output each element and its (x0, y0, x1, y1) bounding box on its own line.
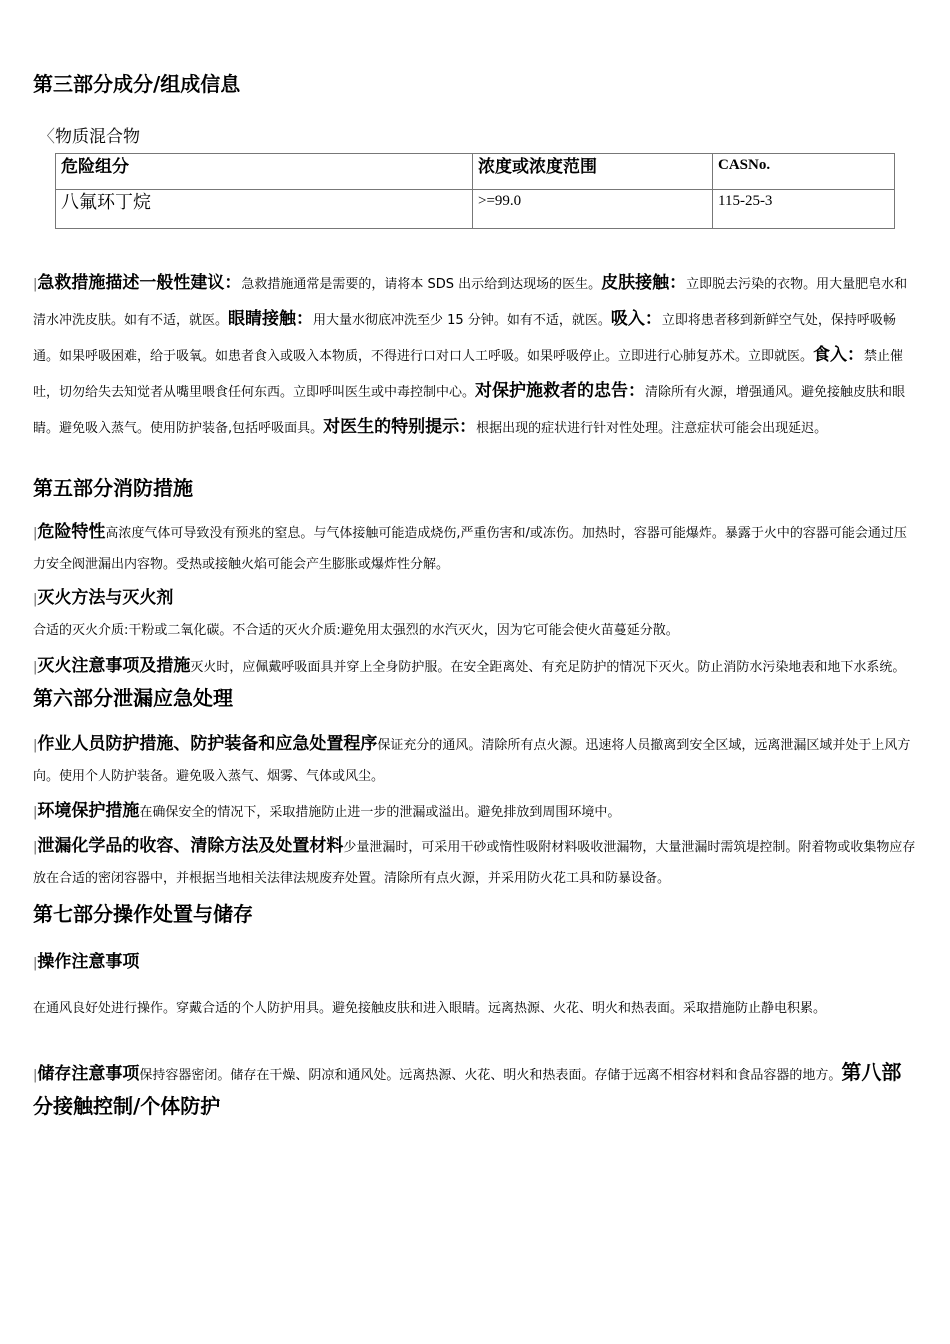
section8-title: 第八部分接触控制/个体防护 (33, 1060, 902, 1118)
inhalation-heading: 吸入： (610, 309, 662, 329)
cell-component: 八氟环丁烷 (56, 190, 473, 229)
section6-title: 第六部分泄漏应急处理 (33, 686, 233, 710)
ingestion-heading: 食入： (813, 345, 865, 365)
handling-heading-line: |操作注意事项 (33, 952, 140, 972)
ingestion-text: 禁止催吐，切勿给失去知觉者从嘴里喂食任何东西。立即呼叫医生或中毒控制中心。 (33, 349, 904, 400)
extinguish-heading-line: |灭火方法与灭火剂 (33, 588, 174, 608)
composition-table (55, 153, 895, 229)
cell-casno: 115-25-3 (713, 190, 895, 229)
physician-note-heading: 对医生的特别提示： (323, 417, 477, 437)
sub-marker: 〈 (38, 127, 55, 147)
extinguish-heading: 灭火方法与灭火剂 (37, 588, 174, 608)
table-header-row (56, 154, 895, 190)
firefighting-paragraph: |灭火注意事项及措施灭火时，应佩戴呼吸面具并穿上全身防护服。在安全距离处、有充足防护的情况下灭火。防止消防水污染地表和地下水系统。第六部分泄漏应急处理 (33, 656, 906, 710)
skin-contact-heading: 皮肤接触： (601, 273, 687, 293)
first-aid-general-text: 急救措施通常是需要的，请将本 SDS 出示给到达现场的医生。 (241, 277, 602, 292)
hazard-text: 高浓度气体可导致没有预兆的窒息。与气体接触可能造成烧伤,严重伤害和/或冻伤。加热时，容器可能爆炸。暴露于火中的容器可能会通过压力安全阀泄漏出内容物。受热或接触火焰可能会产生膨胀或爆炸性分解。 (33, 526, 907, 572)
environmental-text: 在确保安全的情况下，采取措施防止进一步的泄漏或溢出。避免排放到周围环境中。 (139, 805, 621, 820)
skin-contact-text: 立即脱去污染的衣物。用大量肥皂水和清水冲洗皮肤。如有不适，就医。 (33, 277, 908, 328)
environmental-heading: 环境保护措施 (37, 801, 140, 821)
section5-title: 第五部分消防措施 (33, 476, 193, 500)
handling-text: 在通风良好处进行操作。穿戴合适的个人防护用具。避免接触皮肤和进入眼睛。远离热源、火花、明火和热表面。采取措施防止静电积累。 (33, 1001, 827, 1016)
header-concentration: 浓度或浓度范围 (473, 154, 713, 190)
firefighting-heading: 灭火注意事项及措施 (37, 656, 191, 676)
header-casno: CASNo. (713, 154, 895, 190)
cleanup-text: 少量泄漏时，可采用干砂或惰性吸附材料吸收泄漏物，大量泄漏时需筑堤控制。附着物或收集物应存放在合适的密闭容器中，并根据当地相关法律法规废弃处置。清除所有点火源，并采用防火花工具和防暴设备。 (33, 840, 916, 886)
first-aid-paragraph: |急救措施描述一般性建议：急救措施通常是需要的，请将本 SDS 出示给到达现场的医生。皮肤接触：立即脱去污染的衣物。用大量肥皂水和清水冲洗皮肤。如有不适，就医。眼睛接触：用大量水彻底冲洗至少 15 分钟。如有不适，就医。吸入：立即将患者移到新鲜空气处，保持呼吸畅通。如果呼吸困难，给于吸氧。如患者食入或吸入本物质，不得进行口对口人工呼吸。如果呼吸停止。立即进行心肺复苏术。立即就医。食入：禁止催吐，切勿给失去知觉者从嘴里喂食任何东西。立即呼叫医生或中毒控制中心。对保护施救者的忠告：清除所有火源，增强通风。避免接触皮肤和眼睛。避免吸入蒸气。使用防护装备,包括呼吸面具。对医生的特别提示：根据出现的症状进行针对性处理。注意症状可能会出现延迟。 (33, 273, 908, 437)
personal-precautions-text: 保证充分的通风。清除所有点火源。迅速将人员撤离到安全区域，远离泄漏区域并处于上风方向。使用个人防护装备。避免吸入蒸气、烟雾、气体或风尘。 (33, 738, 911, 784)
substance-type (38, 126, 140, 148)
personal-precautions-paragraph: |作业人员防护措施、防护装备和应急处置程序保证充分的通风。清除所有点火源。迅速将人员撤离到安全区域，远离泄漏区域并处于上风方向。使用个人防护装备。避免吸入蒸气、烟雾、气体或风尘。 (33, 734, 911, 784)
rescuer-advice-heading: 对保护施救者的忠告： (475, 381, 646, 401)
physician-note-text: 根据出现的症状进行针对性处理。注意症状可能会出现延迟。 (476, 421, 828, 436)
extinguish-text: 合适的灭火介质:干粉或二氧化碳。不合适的灭火介质:避免用太强烈的水汽灭火，因为它可能会使火苗蔓延分散。 (33, 623, 679, 638)
section3-title: 第三部分成分/组成信息 (33, 72, 241, 96)
hazard-heading: 危险特性 (37, 522, 106, 542)
cleanup-paragraph: |泄漏化学品的收容、清除方法及处置材料少量泄漏时，可采用干砂或惰性吸附材料吸收泄漏物，大量泄漏时需筑堤控制。附着物或收集物应存放在合适的密闭容器中，并根据当地相关法律法规废弃处置。清除所有点火源，并采用防火花工具和防暴设备。 (33, 836, 916, 886)
rescuer-advice-text: 清除所有火源，增强通风。避免接触皮肤和眼睛。避免吸入蒸气。使用防护装备,包括呼吸面具。 (33, 385, 906, 436)
substance-type-label: 物质混合物 (55, 127, 140, 147)
eye-contact-text: 用大量水彻底冲洗至少 15 分钟。如有不适，就医。 (313, 313, 611, 328)
environmental-paragraph: |环境保护措施在确保安全的情况下，采取措施防止进一步的泄漏或溢出。避免排放到周围环境中。 (33, 801, 621, 821)
firefighting-text: 灭火时，应佩戴呼吸面具并穿上全身防护服。在安全距离处、有充足防护的情况下灭火。防止消防水污染地表和地下水系统。 (190, 660, 906, 675)
cell-concentration: >=99.0 (473, 190, 713, 229)
cleanup-heading: 泄漏化学品的收容、清除方法及处置材料 (37, 836, 344, 856)
header-component: 危险组分 (56, 154, 473, 190)
section7-title: 第七部分操作处置与储存 (33, 902, 253, 926)
first-aid-general-heading: 急救措施描述一般性建议： (37, 273, 242, 293)
eye-contact-heading: 眼睛接触： (228, 309, 314, 329)
handling-heading: 操作注意事项 (37, 952, 140, 972)
storage-paragraph: |储存注意事项保持容器密闭。储存在干燥、阴凉和通风处。远离热源、火花、明火和热表面。存储于远离不相容材料和食品容器的地方。第八部分接触控制/个体防护 (33, 1060, 902, 1118)
storage-heading: 储存注意事项 (37, 1064, 140, 1084)
personal-precautions-heading: 作业人员防护措施、防护装备和应急处置程序 (37, 734, 378, 754)
hazard-paragraph: |危险特性高浓度气体可导致没有预兆的窒息。与气体接触可能造成烧伤,严重伤害和/或冻伤。加热时，容器可能爆炸。暴露于火中的容器可能会通过压力安全阀泄漏出内容物。受热或接触火焰可能会产生膨胀或爆炸性分解。 (33, 522, 907, 572)
inhalation-text: 立即将患者移到新鲜空气处，保持呼吸畅通。如果呼吸困难，给于吸氧。如患者食入或吸入本物质，不得进行口对口人工呼吸。如果呼吸停止。立即进行心肺复苏术。立即就医。 (33, 313, 896, 364)
storage-text: 保持容器密闭。储存在干燥、阴凉和通风处。远离热源、火花、明火和热表面。存储于远离不相容材料和食品容器的地方。 (139, 1068, 842, 1083)
table-row (56, 190, 895, 229)
